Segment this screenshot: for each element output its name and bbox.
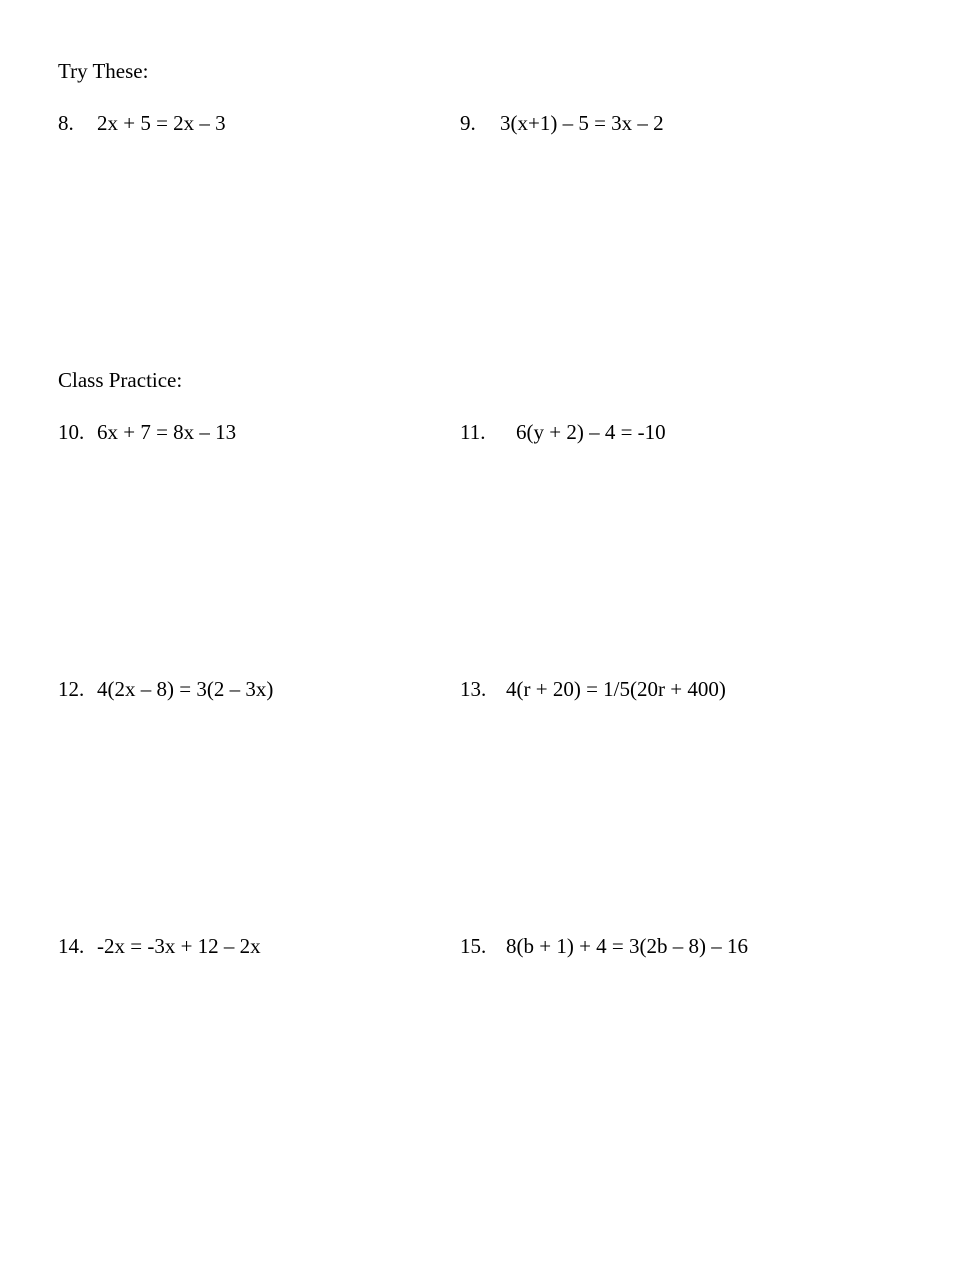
problem-number: 10. [58,420,85,444]
problem-equation: -2x = -3x + 12 – 2x [97,934,261,958]
problem-number: 15. [460,934,487,958]
problem-number: 12. [58,677,85,701]
try-these-heading: Try These: [58,59,149,83]
problem-number: 11. [460,420,486,444]
problem-equation: 6(y + 2) – 4 = -10 [516,420,666,444]
problem-number: 14. [58,934,85,958]
problem-8 [58,113,226,134]
class-practice-heading: Class Practice: [58,368,183,392]
problem-11 [460,422,666,443]
problem-equation: 3(x+1) – 5 = 3x – 2 [500,111,664,135]
problem-number: 8. [58,111,74,135]
problem-9 [460,113,664,134]
problem-equation: 4(r + 20) = 1/5(20r + 400) [506,677,726,701]
problem-14 [58,936,261,957]
problem-10 [58,422,236,443]
problem-equation: 4(2x – 8) = 3(2 – 3x) [97,677,274,701]
problem-equation: 8(b + 1) + 4 = 3(2b – 8) – 16 [506,934,749,958]
problem-number: 13. [460,677,487,701]
problem-15 [460,936,748,957]
problem-number: 9. [460,111,476,135]
problem-12 [58,679,273,700]
problem-equation: 2x + 5 = 2x – 3 [97,111,226,135]
problem-13 [460,679,726,700]
problem-equation: 6x + 7 = 8x – 13 [97,420,237,444]
